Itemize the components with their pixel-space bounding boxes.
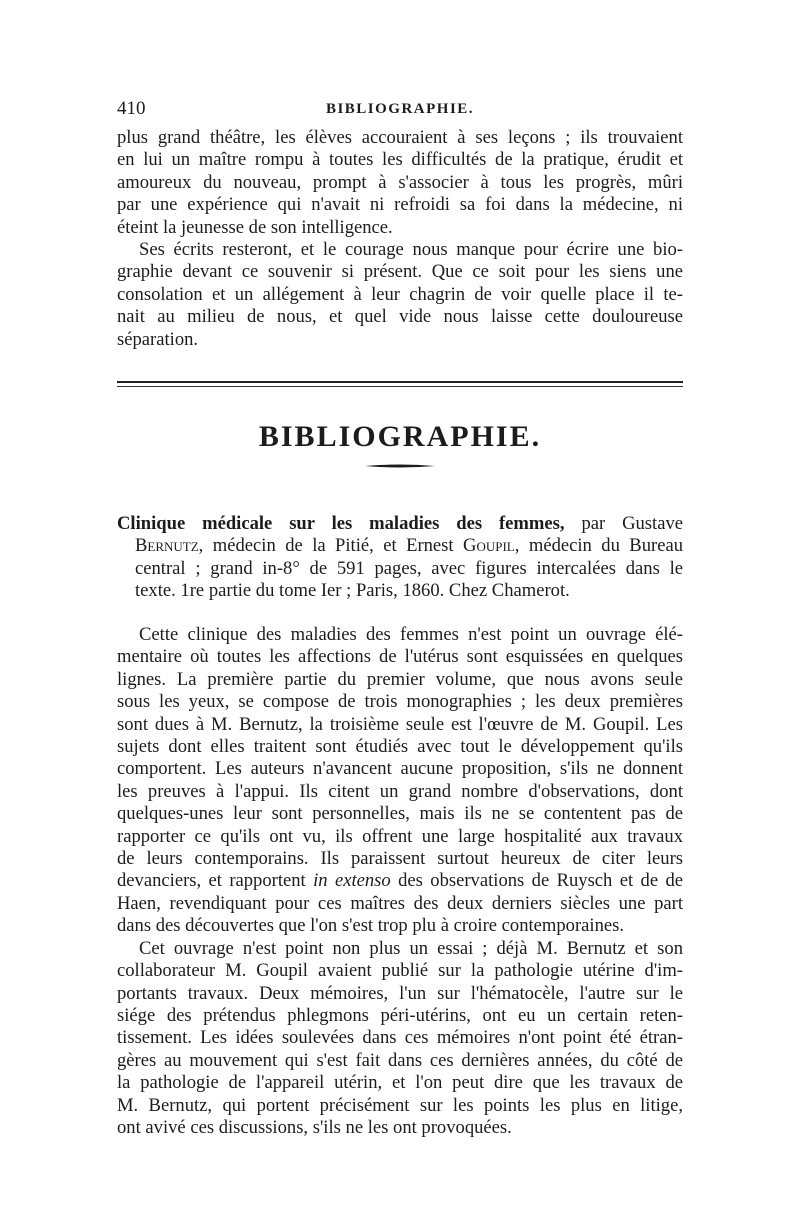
entry-line: central ; grand in-8° de 591 pages, avec figures intercalées dans le [135, 557, 683, 579]
text-line: sont dues à M. Bernutz, la troisième seule est l'œuvre de M. Goupil. Les [117, 713, 683, 735]
entry-line [117, 535, 683, 557]
page-number: 410 [117, 98, 146, 119]
text-line: Cette clinique des maladies des femmes n'est point un ouvrage élé- [139, 624, 683, 645]
text-line: mentaire où toutes les affections de l'utérus sont esquissées en quelques [117, 646, 683, 668]
text-line: Haen, revendiquant pour ces maîtres des deux derniers siècles une part [117, 892, 683, 914]
text-line: tissement. Les idées soulevées dans ces mémoires n'ont point été étran- [117, 1027, 683, 1049]
entry-text: par Gustave [581, 513, 683, 534]
text-line: de leurs contemporains. Ils paraissent surtout heureux de citer leurs [117, 848, 683, 870]
text-line: consolation et un allégement à leur chagrin de voir quelle place il te- [117, 283, 683, 305]
text-line: en lui un maître rompu à toutes les difficultés de la pratique, érudit et [117, 149, 683, 171]
text-line: Ses écrits resteront, et le courage nous manque pour écrire une bio- [139, 239, 683, 261]
text-line: sous les yeux, se compose de trois monographies ; les deux premières [117, 691, 683, 713]
section-divider-rules [117, 381, 683, 390]
entry-line [117, 513, 683, 535]
entry-book-title: Clinique médicale sur les maladies des femmes, [117, 513, 565, 534]
text-line: comportent. Les auteurs n'avancent aucune proposition, s'ils ne donnent [117, 758, 683, 780]
text-line: siége des prétendus phlegmons péri-utérins, ont eu un certain reten- [117, 1004, 683, 1026]
divider-rule [117, 381, 683, 383]
text-line: M. Bernutz, qui portent précisément sur les points les plus en litige, [117, 1094, 683, 1116]
bibliography-entry [117, 513, 683, 603]
running-title: BIBLIOGRAPHIE. [325, 101, 475, 117]
text-line: les preuves à l'appui. Ils citent un grand nombre d'observations, dont [117, 780, 683, 802]
text-line: portants travaux. Deux mémoires, l'un sur l'hématocèle, l'autre sur le [117, 982, 683, 1004]
ornament-icon [365, 464, 435, 468]
text-line: Cet ouvrage n'est point non plus un essai ; déjà M. Bernutz et son [139, 937, 683, 959]
entry-author: Goupil, [463, 535, 520, 557]
text-line: sujets dont elles traitent sont étudiés avec tout le développement qu'ils [117, 736, 683, 758]
ornament-divider [365, 464, 435, 468]
text-line: la pathologie de l'appareil utérin, et l'on peut dire que les travaux de [117, 1072, 683, 1094]
latin-phrase: in extenso [313, 870, 391, 892]
text-line: lignes. La première partie du premier volume, que nous avons seule [117, 668, 683, 690]
text-line: par une expérience qui n'avait ni refroidi sa foi dans la médecine, ni [117, 194, 683, 216]
section-title: BIBLIOGRAPHIE. [258, 420, 542, 453]
text-line: rapporter ce qu'ils ont vu, ils offrent une large hospitalité aux travaux [117, 825, 683, 847]
text-line: graphie devant ce souvenir si présent. Que ce soit pour les siens une [117, 261, 683, 283]
text-line: plus grand théâtre, les élèves accouraient à ses leçons ; ils trouvaient [117, 127, 683, 148]
entry-text: médecin du Bureau [528, 535, 684, 557]
text-line: nait au milieu de nous, et quel vide nous laisse cette douloureuse [117, 306, 683, 328]
text-line [117, 870, 683, 892]
text-line: amoureux du nouveau, prompt à s'associer à tous les progrès, mûri [117, 171, 683, 193]
text-line: collaborateur M. Goupil avaient publié sur la pathologie utérine d'im- [117, 960, 683, 982]
text-line: ont avivé ces discussions, s'ils ne les ont provoquées. [117, 1116, 512, 1138]
intro-paragraphs [117, 127, 683, 351]
review-body [117, 624, 683, 1139]
text-line: quelques-unes leur sont personnelles, mais ils ne se contentent pas de [117, 803, 683, 825]
text-line: éteint la jeunesse de son intelligence. [117, 216, 393, 238]
entry-line: texte. 1re partie du tome Ier ; Paris, 1860. Chez Chamerot. [135, 580, 570, 602]
entry-author: Bernutz, [135, 535, 204, 557]
text-run: des observations de Ruysch et de de [398, 870, 684, 892]
divider-rule [117, 386, 683, 387]
text-line: dans des découvertes que l'on s'est trop plu à croire contemporaines. [117, 915, 625, 937]
running-header [117, 98, 683, 120]
entry-text: médecin de la Pitié, et Ernest [212, 535, 454, 557]
text-line: séparation. [117, 328, 199, 350]
text-run: devanciers, et rapportent [117, 870, 306, 892]
text-line: gères au mouvement qui s'est fait dans ces dernières années, du côté de [117, 1049, 683, 1071]
